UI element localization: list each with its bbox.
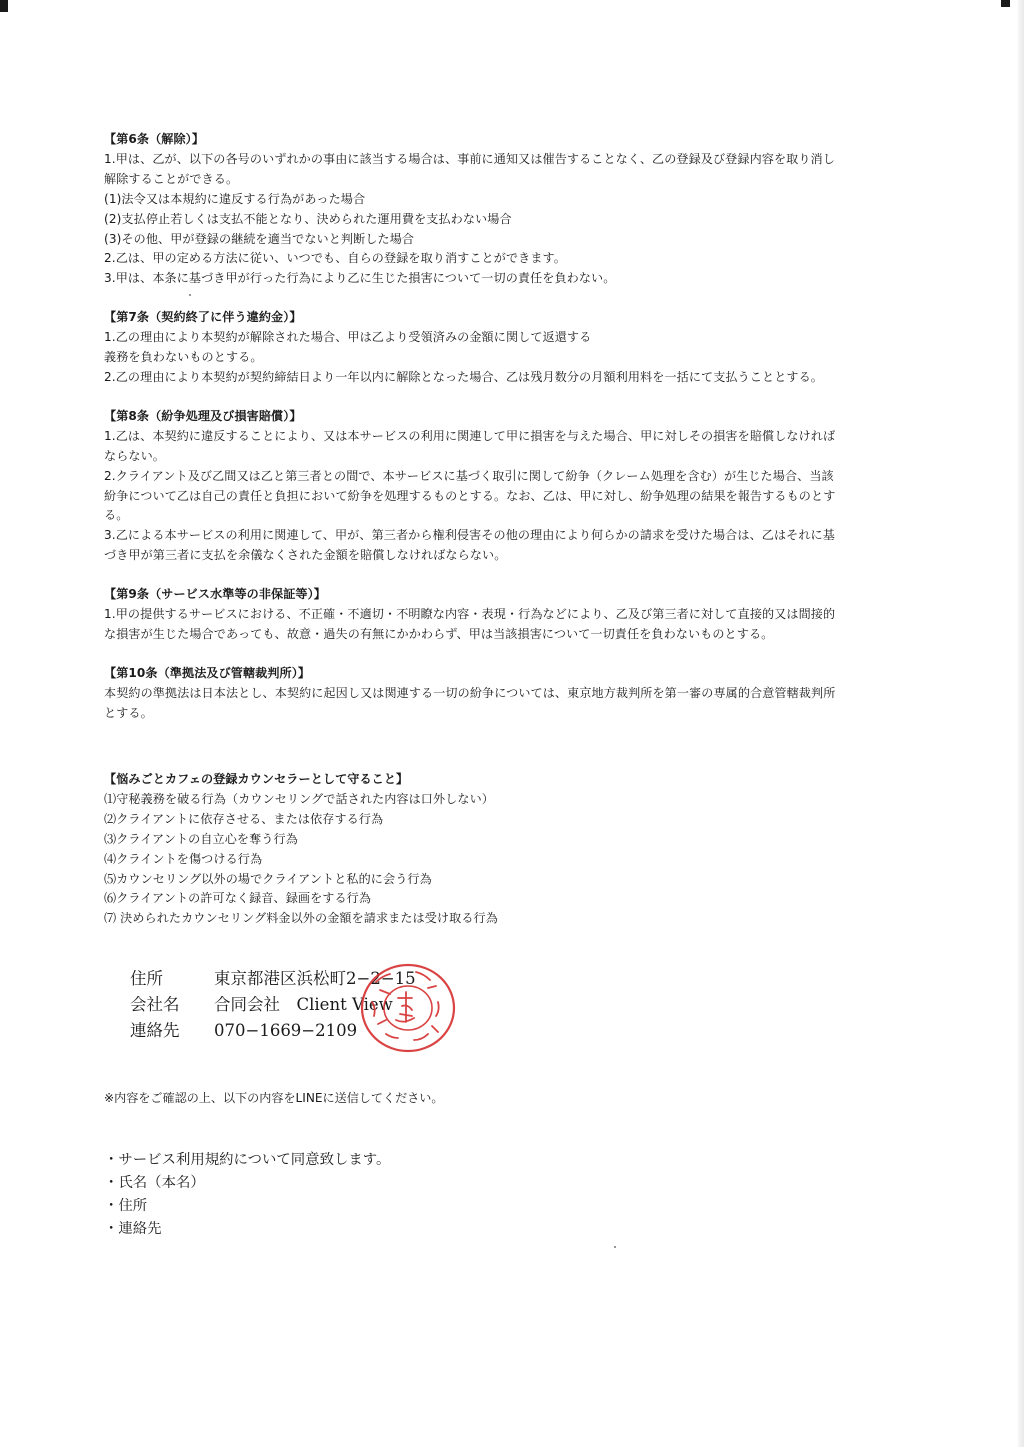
scan-corner-mark-right (1001, 0, 1010, 7)
section-line: ならない。 (104, 448, 165, 463)
section-article-7 (104, 308, 914, 388)
section-heading: 【第7条（契約終了に伴う違約金）】 (104, 310, 302, 325)
counselor-conduct-list (104, 770, 804, 929)
company-name-value: 合同会社 Client View (214, 995, 393, 1014)
section-line: 1.甲の提供するサービスにおける、不正確・不適切・不明瞭な内容・表現・行為などにより、乙及び第三者に対して直接的又は間接的 (104, 607, 836, 622)
section-line: 2.乙の理由により本契約が契約締結日より一年以内に解除となった場合、乙は残月数分の月額利用料を一括にて支払うこととする。 (104, 369, 823, 384)
scan-speck (614, 1246, 616, 1248)
scan-corner-mark-left (0, 0, 8, 12)
section-heading: 【第10条（準拠法及び管轄裁判所）】 (104, 665, 311, 680)
address-value: 東京都港区浜松町2−2−15 (214, 969, 416, 988)
section-line: 義務を負わないものとする。 (104, 350, 263, 365)
section-line: 2.乙は、甲の定める方法に従い、いつでも、自らの登録を取り消すことができます。 (104, 251, 566, 266)
section-line: づき甲が第三者に支払を余儀なくされた金額を賠償しなければならない。 (104, 548, 507, 563)
section-article-8 (104, 407, 914, 566)
reply-checklist (104, 1149, 390, 1241)
conduct-item: ⑸カウンセリング以外の場でクライアントと私的に会う行為 (104, 871, 432, 886)
section-article-9 (104, 585, 914, 645)
section-line: 3.甲は、本条に基づき甲が行った行為により乙に生じた損害について一切の責任を負わない。 (104, 271, 616, 286)
company-name-label: 会社名 (130, 995, 180, 1014)
section-line: 本契約の準拠法は日本法とし、本契約に起因し又は関連する一切の紛争については、東京地方裁判所を第一審の専属的合意管轄裁判所 (104, 685, 836, 700)
reply-item-name: ・氏名（本名） (104, 1175, 205, 1191)
section-line: 3.乙による本サービスの利用に関連して、甲が、第三者から権利侵害その他の理由により何らかの請求を受けた場合は、乙はそれに基 (104, 528, 835, 543)
scan-speck (189, 294, 191, 296)
conduct-item: ⑴守秘義務を破る行為（カウンセリングで話された内容は口外しない） (104, 791, 494, 806)
section-heading: 【第9条（サービス水準等の非保証等）】 (104, 587, 326, 602)
section-line: 解除することができる。 (104, 171, 239, 186)
section-line: 2.クライアント及び乙間又は乙と第三者との間で、本サービスに基づく取引に関して紛争（クレーム処理を含む）が生じた場合、当該 (104, 468, 834, 483)
reply-item-contact: ・連絡先 (104, 1221, 162, 1237)
section-article-10 (104, 664, 914, 724)
conduct-item: ⑷クライントを傷つける行為 (104, 851, 263, 866)
section-line: 紛争について乙は自己の責任と負担において紛争を処理するものとする。なお、乙は、甲に対し、紛争処理の結果を報告するものとす (104, 488, 836, 503)
company-seal-stamp-icon (356, 962, 456, 1054)
scan-edge-shadow (1018, 0, 1024, 1447)
section-heading: 【第6条（解除）】 (104, 132, 205, 146)
section-line: (2)支払停止若しくは支払不能となり、決められた運用費を支払わない場合 (104, 211, 512, 226)
section-heading: 【第8条（紛争処理及び損害賠償）】 (104, 408, 302, 423)
section-line: 1.乙は、本契約に違反することにより、又は本サービスの利用に関連して甲に損害を与えた場合、甲に対しその損害を賠償しなければ (104, 428, 836, 443)
seal-inner-ring (384, 986, 432, 1030)
contact-label: 連絡先 (130, 1021, 180, 1040)
reply-item-address: ・住所 (104, 1198, 148, 1214)
seal-outer-ring (362, 965, 454, 1051)
conduct-item: ⑹クライアントの許可なく録音、録画をする行為 (104, 891, 372, 906)
section-line: 1.乙の理由により本契約が解除された場合、甲は乙より受領済みの金額に関して返還する (104, 330, 592, 345)
conduct-item: ⑶クライアントの自立心を奪う行為 (104, 831, 298, 846)
section-line: とする。 (104, 705, 153, 720)
instruction-note: ※内容をご確認の上、以下の内容をLINEに送信してください。 (104, 1091, 444, 1105)
section-line: (3)その他、甲が登録の継続を適当でないと判断した場合 (104, 231, 415, 246)
conduct-item: ⑺ 決められたカウンセリング料金以外の金額を請求または受け取る行為 (104, 911, 498, 926)
address-label: 住所 (130, 969, 163, 988)
terms-body (104, 130, 914, 724)
phone-value: 070−1669−2109 (214, 1021, 358, 1040)
section-article-6 (104, 130, 914, 289)
section-line: る。 (104, 508, 129, 523)
conduct-heading: 【悩みごとカフェの登録カウンセラーとして守ること】 (104, 772, 409, 786)
section-line: 1.甲は、乙が、以下の各号のいずれかの事由に該当する場合は、事前に通知又は催告することなく、乙の登録及び登録内容を取り消し (104, 151, 835, 166)
section-line: な損害が生じた場合であっても、故意・過失の有無にかかわらず、甲は当該損害について一切責任を負わないものとする。 (104, 626, 774, 641)
section-line: (1)法令又は本規約に違反する行為があった場合 (104, 191, 366, 206)
conduct-item: ⑵クライアントに依存させる、または依存する行為 (104, 811, 384, 826)
reply-item-agree: ・サービス利用規約について同意致します。 (104, 1152, 391, 1168)
